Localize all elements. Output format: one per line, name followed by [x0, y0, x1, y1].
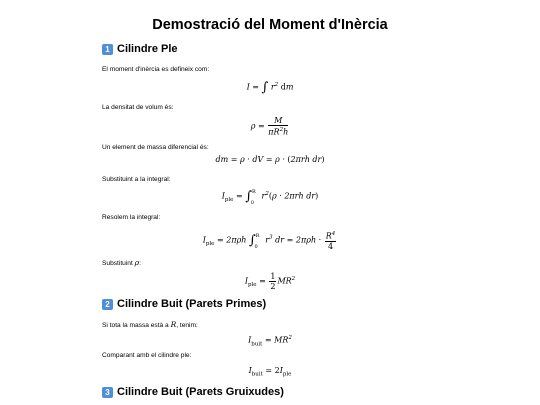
number-badge-icon: 2: [102, 299, 113, 310]
number-badge-icon: 1: [102, 44, 113, 55]
subscript-ple: ple: [282, 371, 292, 378]
section-heading-2: [102, 298, 266, 310]
paragraph-text: , tenim:: [176, 322, 198, 329]
page-title: Demostració del Moment d'Inèrcia: [152, 17, 388, 33]
paragraph: La densitat de volum és:: [102, 104, 174, 111]
equation-integral: $I_{ple} = 2\pi\rho h$ ∫$^R_0$ $r^3$ dr = 2πρh · $\frac{R^4}{4}$: [202, 231, 336, 251]
paragraph: [102, 320, 198, 329]
equation-definition: I = ∫ $r^2$ dm: [246, 80, 294, 95]
math-symbol: ρ: [134, 258, 140, 267]
paragraph-text: :: [139, 260, 141, 267]
section-heading-text: Cilindre Ple: [117, 43, 178, 55]
paragraph: [102, 258, 141, 267]
math-symbol: R: [170, 320, 177, 329]
section-heading-1: [102, 43, 178, 55]
subscript-ple: ple: [248, 282, 257, 289]
equation-thin-shell: $I_{buit} = MR^2$: [248, 335, 292, 348]
section-heading-text: Cilindre Buit (Parets Gruixudes): [117, 386, 284, 398]
paragraph: El moment d'inèrcia es defineix com:: [102, 66, 210, 73]
paragraph-text: Si tota la massa està a: [102, 322, 169, 329]
paragraph: Substituint a la integral:: [102, 176, 171, 183]
paragraph: Resolem la integral:: [102, 214, 161, 221]
equation-density: ρ = $\frac{M}{\pi R^2h}$: [250, 116, 289, 137]
paragraph: Comparant amb el cilindre ple:: [102, 352, 192, 359]
section-heading-text: Cilindre Buit (Parets Primes): [117, 298, 267, 310]
equation-substitution: $I_{ple} = \int^R_0$ $r^2(\rho \cdot 2\pi rh$ dr): [221, 189, 319, 206]
equation-mass-element: dm = ρ · dV = ρ · (2πrh dr): [215, 155, 325, 164]
equation-result-solid: $I_{ple}$ = $\frac{1}{2}$ $MR^2$: [244, 272, 296, 291]
section-heading-3: [102, 386, 284, 398]
paragraph-text: Substituint: [102, 260, 133, 267]
subscript-buit: buit: [251, 341, 263, 348]
subscript-buit: buit: [251, 371, 263, 378]
subscript-ple: ple: [205, 240, 215, 247]
subscript-ple: ple: [224, 197, 234, 204]
number-badge-icon: 3: [102, 387, 113, 398]
paragraph: Un element de massa diferencial és:: [102, 144, 209, 151]
equation-comparison: $I_{buit} = 2I_{ple}$: [248, 366, 292, 378]
